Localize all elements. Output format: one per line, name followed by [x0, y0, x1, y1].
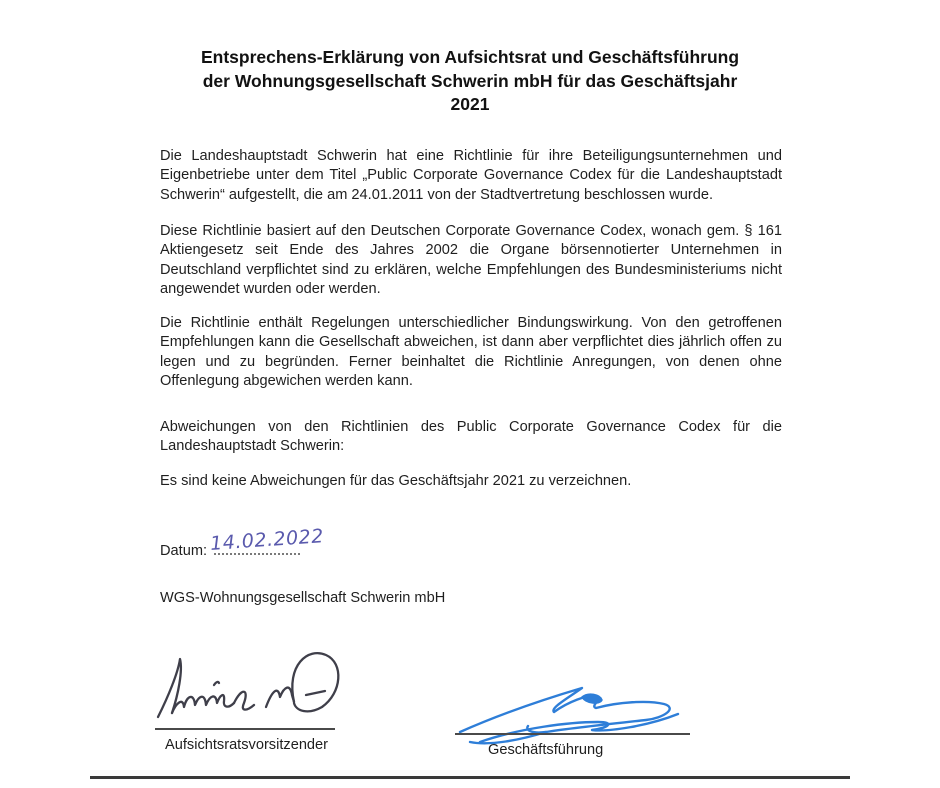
document-title — [140, 46, 800, 117]
date-row — [160, 525, 325, 559]
paragraph-keine-abweichungen: Es sind keine Abweichungen für das Geschäftsjahr 2021 zu verzeichnen. — [160, 473, 632, 489]
date-label: Datum: — [160, 543, 208, 559]
signature-label-geschaeftsfuehrung: Geschäftsführung — [488, 742, 604, 758]
signature-label-aufsichtsratsvorsitzender: Aufsichtsratsvorsitzender — [165, 737, 329, 753]
paragraph-corporate-governance-basis: Diese Richtlinie basiert auf den Deutschen Corporate Governance Codex, wonach gem. § 161 Aktiengesetz seit Ende des Jahres 2002 die Organe börsennotierter Unternehmen in Deutschland verpflichtet sind zu erklären, welche Empfehlungen des Bundesministeriums nicht angewendet wurden oder werden. — [160, 223, 782, 297]
signature-block-aufsichtsrat — [150, 645, 360, 765]
title-line-2: der Wohnungsgesellschaft Schwerin mbH für das Geschäftsjahr — [202, 70, 738, 91]
paragraph-richtlinie-intro: Die Landeshauptstadt Schwerin hat eine Richtlinie für ihre Beteiligungsunternehmen und Eigenbetriebe unter dem Titel „Public Corporate Governance Codex für die Landeshauptstadt Schwerin“ aufgestellt, die am 24.01.2011 von der Stadtvertretung beschlossen wurde. — [160, 148, 782, 203]
bottom-horizontal-rule — [90, 776, 850, 779]
paragraph-bindungswirkung: Die Richtlinie enthält Regelungen unterschiedlicher Bindungswirkung. Von den getroffenen Empfehlungen kann die Gesellschaft abweichen, ist dann aber verpflichtet dies jährlich offen zu legen und zu begründen. Ferner beinhaltet die Richtlinie Anregungen, von denen ohne Offenlegung abgewichen werden kann. — [160, 315, 782, 389]
aufsichtsrat-signature — [150, 645, 350, 730]
signature-line-right — [455, 733, 690, 735]
signature-block-geschaeftsfuehrung — [450, 670, 705, 770]
company-name: WGS-Wohnungsgesellschaft Schwerin mbH — [160, 590, 446, 606]
date-dotted-line — [209, 525, 325, 555]
signature-line-left — [155, 728, 335, 730]
handwritten-date: 14.02.2022 — [209, 525, 325, 555]
title-line-3: 2021 — [450, 94, 490, 114]
title-line-1: Entsprechens-Erklärung von Aufsichtsrat und Geschäftsführung — [200, 47, 740, 67]
paragraph-abweichungen-heading: Abweichungen von den Richtlinien des Public Corporate Governance Codex für die Landeshauptstadt Schwerin: — [160, 419, 782, 455]
